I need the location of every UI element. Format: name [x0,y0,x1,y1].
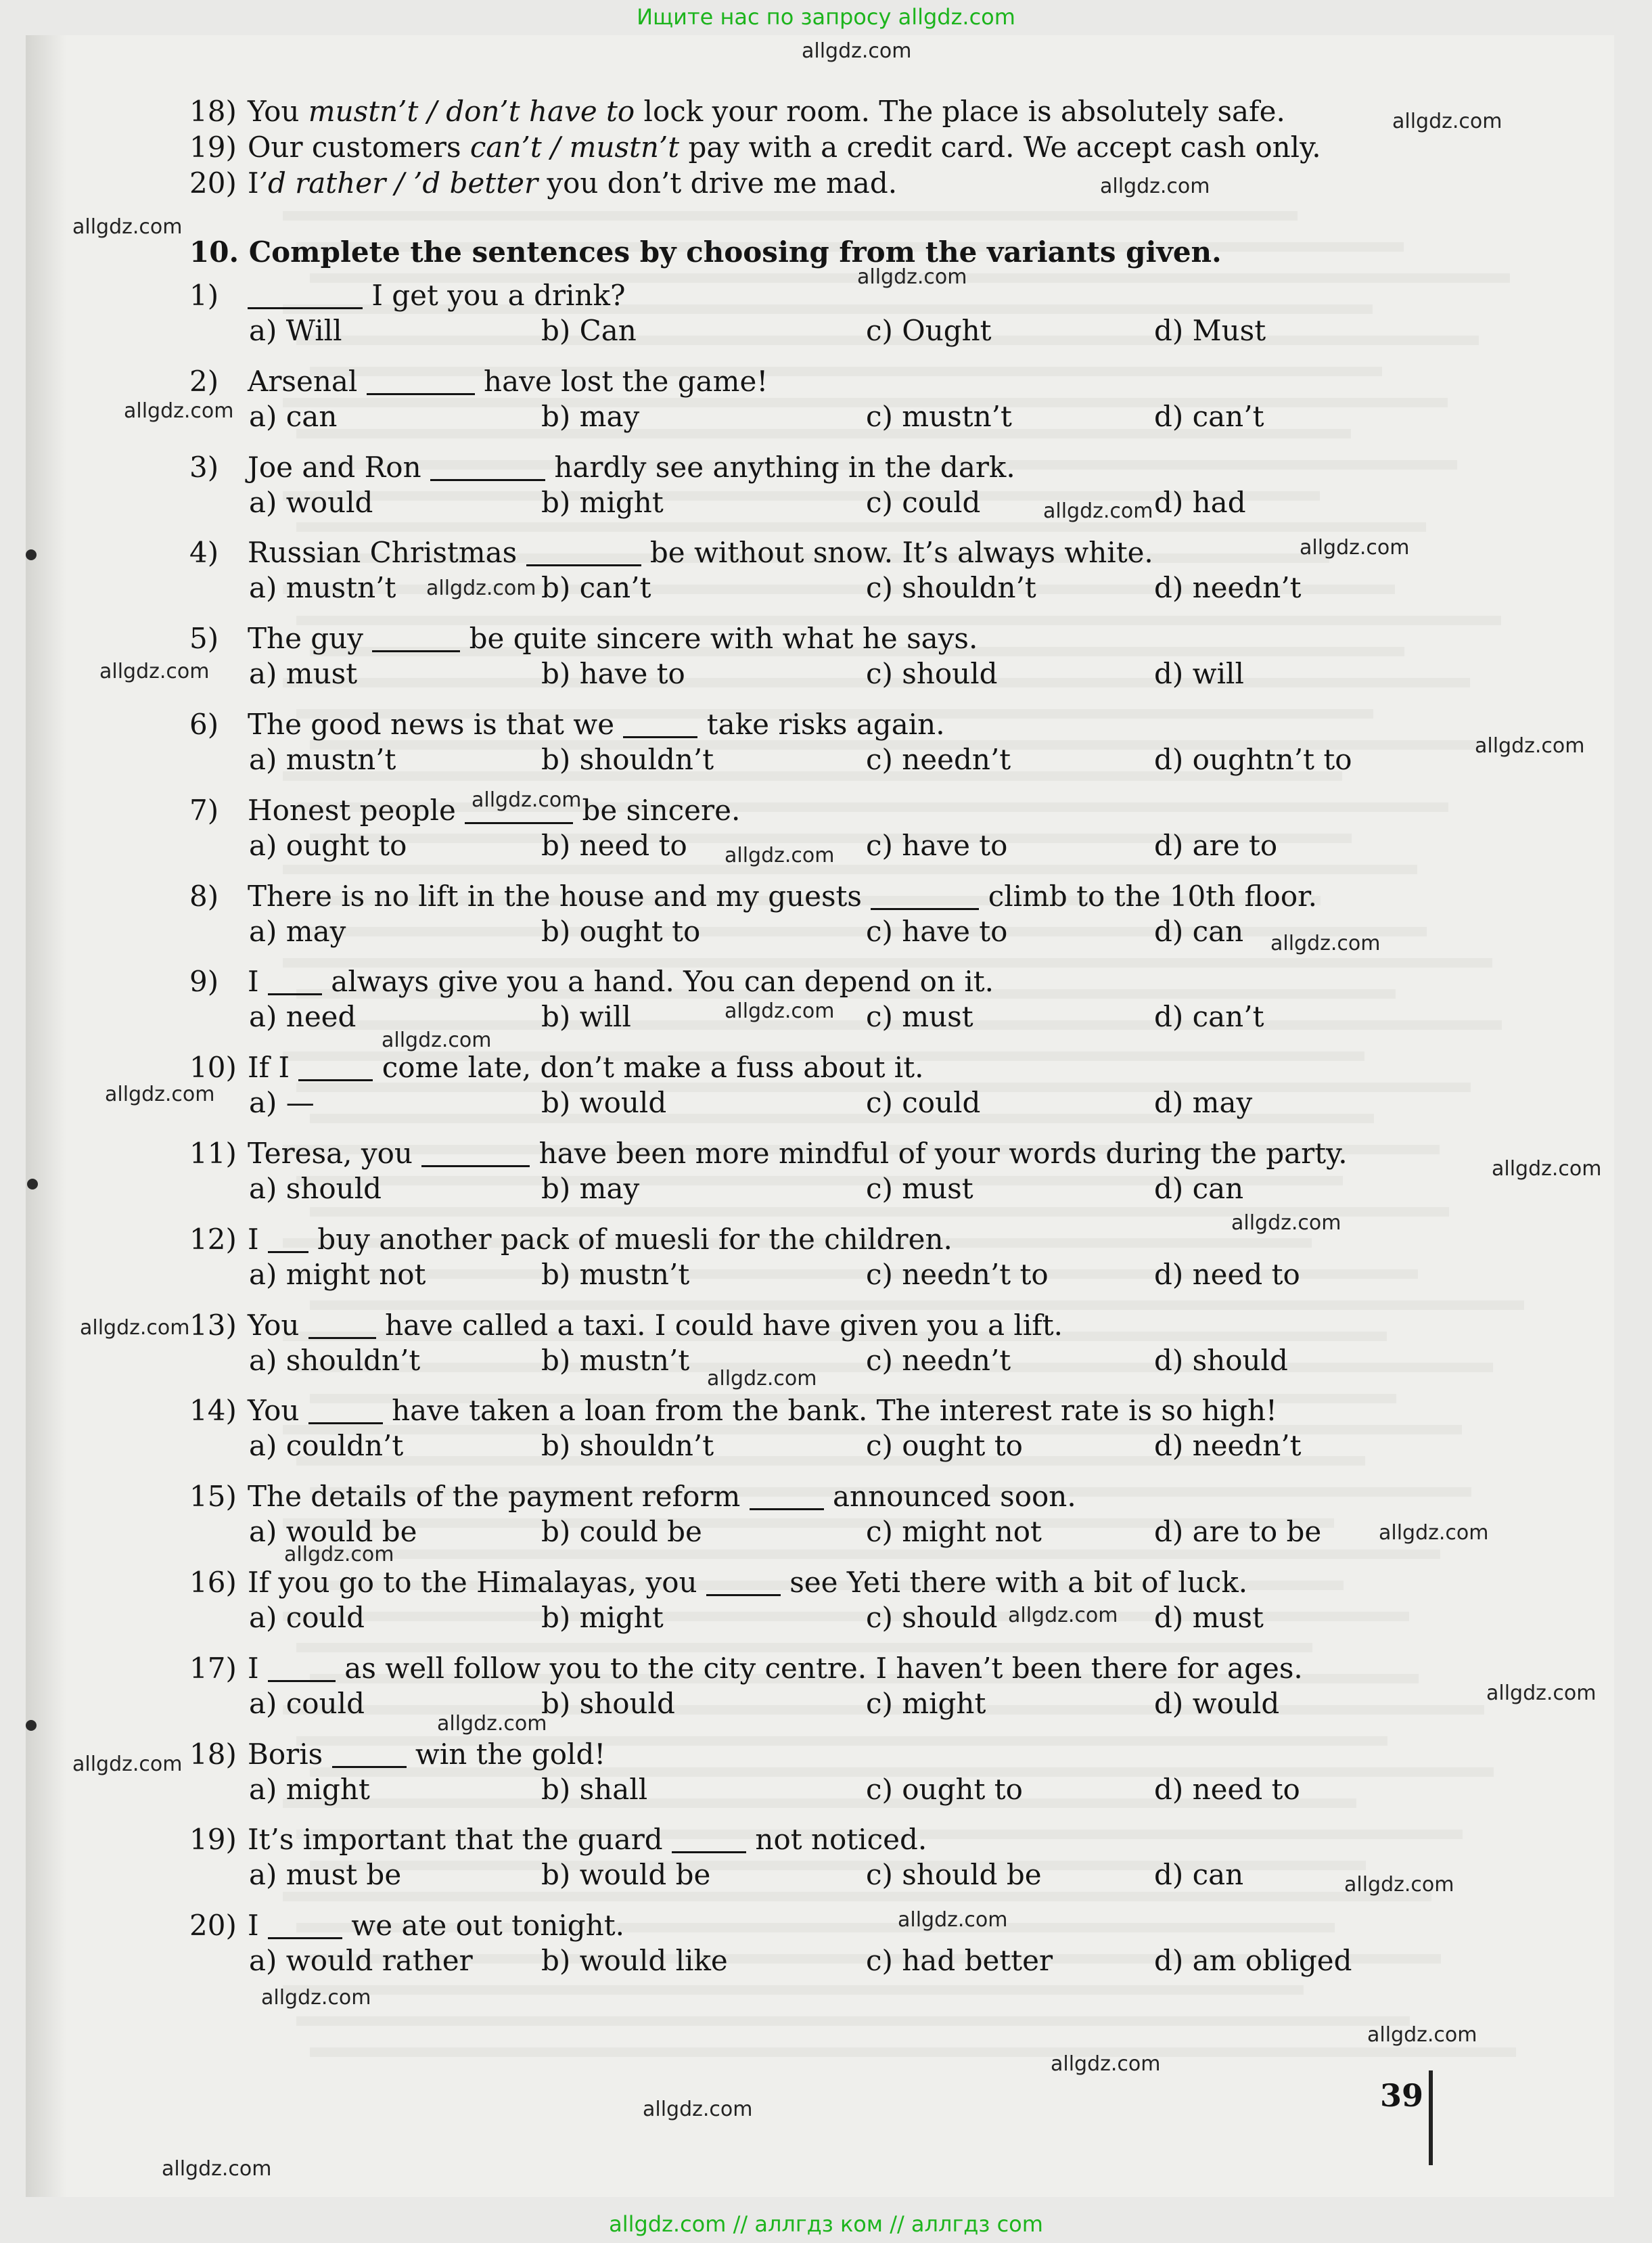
answer-option[interactable]: c) mustn’t [866,399,1012,433]
watermark-text: allgdz.com [105,1083,215,1106]
binding-hole-mark [26,549,37,560]
item-text: pay with a credit card. We accept cash only. [679,131,1321,164]
question-after: be quite sincere with what he says. [460,622,978,656]
ghost-line [283,865,1417,874]
question-number: 15) [189,1480,237,1514]
answer-option[interactable]: d) would [1154,1686,1280,1720]
item-text: You [248,95,308,128]
binding-hole-mark [26,1720,37,1731]
question-text [189,1394,1277,1427]
question-before: I [248,965,268,999]
question-after: I get you a drink? [363,279,626,312]
answer-blank[interactable] [367,365,475,395]
answer-option[interactable]: c) ought to [866,1429,1023,1463]
answer-blank[interactable] [421,1137,530,1167]
question-text [189,794,740,827]
answer-blank[interactable] [308,1394,383,1424]
answer-blank[interactable] [332,1738,407,1768]
answer-option[interactable]: a) shouldn’t [249,1343,421,1377]
question-after: take risks again. [697,708,945,741]
question-number: 17) [189,1651,237,1685]
answer-option[interactable]: c) shouldn’t [866,571,1036,605]
answer-option[interactable]: d) can’t [1154,399,1264,433]
answer-option[interactable]: c) could [866,485,981,519]
question-after: buy another pack of muesli for the children. [308,1222,953,1256]
question-before: I [248,1222,268,1256]
question-before: If I [248,1051,299,1085]
answer-option[interactable]: d) should [1154,1343,1288,1377]
answer-option[interactable]: a) ought to [249,828,407,862]
question-after: hardly see anything in the dark. [545,450,1015,484]
answer-option[interactable]: d) must [1154,1601,1264,1634]
answer-option[interactable]: d) can [1154,1858,1244,1892]
question-before: It’s important that the guard [248,1823,672,1857]
answer-option[interactable]: a) would be [249,1515,417,1549]
answer-option[interactable]: c) should be [866,1858,1042,1892]
page-number: 39 [1380,2077,1424,2114]
question-number: 11) [189,1137,237,1170]
question-text [189,965,994,998]
question-before: The details of the payment reform [248,1480,750,1514]
watermark-text: allgdz.com [1475,734,1585,758]
answer-option[interactable]: d) can [1154,1172,1244,1205]
item-text: Our customers [248,131,470,164]
ghost-line [296,1549,1440,1559]
watermark-text: allgdz.com [643,2098,753,2121]
question-number: 14) [189,1394,237,1428]
watermark-text: allgdz.com [284,1543,394,1566]
question-after: as well follow you to the city centre. I haven’t been there for ages. [335,1651,1303,1685]
answer-option[interactable]: b) would like [541,1944,728,1978]
question-number: 7) [189,793,219,827]
watermark-text: allgdz.com [707,1367,817,1390]
answer-blank[interactable] [706,1566,781,1596]
answer-blank[interactable] [871,880,979,910]
answer-option[interactable]: c) needn’t to [866,1257,1049,1291]
answer-blank[interactable] [430,451,545,481]
question-before: Arsenal [248,364,367,398]
binding-hole-mark [27,1179,38,1190]
watermark-text: allgdz.com [1270,932,1381,955]
question-text [189,1309,1063,1342]
watermark-text: allgdz.com [72,1752,183,1776]
top-banner[interactable]: Ищите нас по запросу allgdz.com [637,4,1015,30]
question-text [189,1652,1303,1685]
question-number: 4) [189,536,219,570]
question-number: 12) [189,1222,237,1256]
answer-option[interactable]: a) — [249,1086,315,1120]
item-choice: ’d rather / ’d better [258,166,538,200]
answer-option[interactable]: b) may [541,1172,640,1205]
question-before: If you go to the Himalayas, you [248,1566,706,1599]
watermark-text: allgdz.com [80,1316,190,1340]
prev-item [189,131,1321,164]
question-number: 9) [189,965,219,999]
answer-option[interactable]: b) could be [541,1515,702,1549]
page-spine-shadow [26,35,66,2197]
ghost-line [296,522,1426,532]
answer-option[interactable]: a) may [249,914,346,948]
item-number: 18) [189,95,237,128]
watermark-text: allgdz.com [725,999,835,1023]
question-before: Joe and Ron [248,450,430,484]
answer-option[interactable]: c) might not [866,1515,1042,1549]
watermark-text: allgdz.com [162,2157,272,2181]
question-after: climb to the 10th floor. [979,879,1317,913]
answer-option[interactable]: c) must [866,1172,973,1205]
question-text [189,365,768,398]
question-text [189,1909,624,1942]
question-number: 18) [189,1737,237,1771]
question-after: we ate out tonight. [342,1909,624,1943]
answer-option[interactable]: a) couldn’t [249,1429,404,1463]
answer-option[interactable]: c) should [866,1601,998,1634]
answer-option[interactable]: a) can [249,399,338,433]
watermark-text: allgdz.com [437,1712,547,1736]
answer-option[interactable]: a) might [249,1772,370,1806]
answer-blank[interactable] [268,1223,308,1253]
watermark-text: allgdz.com [472,788,582,812]
question-text [189,1051,923,1084]
question-before: There is no lift in the house and my guests [248,879,871,913]
answer-option[interactable]: d) will [1154,657,1244,691]
question-text [189,1566,1247,1599]
watermark-text: allgdz.com [261,1986,371,2010]
item-text: I [248,166,259,200]
answer-option[interactable]: b) mustn’t [541,1257,690,1291]
watermark-text: allgdz.com [1051,2052,1161,2076]
answer-option[interactable]: d) are to be [1154,1515,1322,1549]
question-after: be without snow. It’s always white. [641,536,1153,570]
answer-blank[interactable] [268,965,322,995]
answer-option[interactable]: d) am obliged [1154,1944,1352,1978]
question-text [189,622,978,655]
answer-option[interactable]: a) must be [249,1858,402,1892]
question-before: You [248,1308,308,1342]
question-text [189,708,945,741]
question-after: win the gold! [406,1737,606,1771]
answer-option[interactable]: c) have to [866,914,1008,948]
question-before: Russian Christmas [248,536,526,570]
watermark-text: allgdz.com [1043,499,1153,523]
item-choice: can’t / mustn’t [469,131,680,164]
answer-option[interactable]: b) Can [541,314,637,347]
question-text [189,1223,953,1256]
ghost-line [310,2047,1516,2057]
answer-option[interactable]: b) ought to [541,914,701,948]
question-before: I [248,1909,268,1943]
question-number: 13) [189,1308,237,1342]
question-number: 3) [189,450,219,484]
answer-option[interactable]: b) shouldn’t [541,743,714,776]
question-after: announced soon. [823,1480,1076,1514]
question-number: 5) [189,622,219,656]
answer-blank[interactable] [372,622,460,652]
question-before: The guy [248,622,373,656]
answer-option[interactable]: c) might [866,1686,986,1720]
question-number: 19) [189,1823,237,1857]
question-after: be sincere. [573,793,741,827]
prev-item [189,166,897,200]
watermark-text: allgdz.com [1379,1521,1489,1545]
question-text [189,1137,1348,1170]
item-number: 20) [189,166,237,200]
answer-blank[interactable] [672,1823,746,1853]
answer-option[interactable]: b) can’t [541,571,651,605]
answer-option[interactable]: a) mustn’t [249,743,396,776]
watermark-text: allgdz.com [802,39,912,63]
item-text: lock your room. The place is absolutely safe. [635,95,1285,128]
answer-blank[interactable] [268,1909,342,1939]
item-number: 19) [189,131,237,164]
answer-option[interactable]: a) could [249,1601,365,1634]
question-number: 2) [189,364,219,398]
question-number: 8) [189,879,219,913]
answer-option[interactable]: b) will [541,1000,631,1034]
question-before: You [248,1394,308,1428]
answer-option[interactable]: d) need to [1154,1772,1300,1806]
watermark-text: allgdz.com [1008,1604,1118,1627]
ghost-line [283,211,1298,221]
answer-option[interactable]: c) Ought [866,314,992,347]
answer-option[interactable]: d) may [1154,1086,1253,1120]
question-after: have been more mindful of your words during the party. [530,1137,1348,1170]
answer-blank[interactable] [308,1309,376,1339]
question-after: have taken a loan from the bank. The interest rate is so high! [382,1394,1277,1428]
answer-option[interactable]: d) are to [1154,828,1278,862]
question-before: Teresa, you [248,1137,422,1170]
answer-blank[interactable] [268,1652,336,1682]
answer-option[interactable]: d) Must [1154,314,1266,347]
answer-option[interactable]: d) oughtn’t to [1154,743,1352,776]
answer-option[interactable]: c) needn’t [866,1343,1011,1377]
watermark-text: allgdz.com [72,215,183,239]
question-after: have called a taxi. I could have given you a lift. [375,1308,1063,1342]
ghost-line [283,1985,1304,1995]
answer-blank[interactable] [623,708,697,738]
answer-option[interactable]: a) need [249,1000,357,1034]
question-text [189,880,1317,913]
watermark-text: allgdz.com [426,576,536,600]
answer-option[interactable]: a) must [249,657,358,691]
exercise-title: 10. Complete the sentences by choosing from the variants given. [189,235,1222,269]
watermark-text: allgdz.com [99,660,210,683]
answer-option[interactable]: c) must [866,1000,973,1034]
watermark-text: allgdz.com [1300,536,1410,560]
question-text [189,536,1153,569]
prev-item [189,95,1285,128]
watermark-text: allgdz.com [124,399,234,423]
answer-option[interactable]: b) might [541,1601,664,1634]
watermark-text: allgdz.com [1344,1873,1454,1897]
question-number: 16) [189,1566,237,1599]
item-text: you don’t drive me mad. [538,166,898,200]
answer-option[interactable]: a) would rather [249,1944,473,1978]
watermark-text: allgdz.com [1100,175,1210,198]
question-text [189,451,1015,484]
question-after: not noticed. [746,1823,927,1857]
answer-blank[interactable] [298,1051,373,1081]
question-text [189,1738,605,1771]
ghost-line [283,398,1448,407]
watermark-text: allgdz.com [857,265,967,289]
ghost-line [283,1892,1431,1901]
answer-option[interactable]: c) had better [866,1944,1053,1978]
answer-option[interactable]: b) would [541,1086,667,1120]
answer-option[interactable]: c) should [866,657,998,691]
question-before: Honest people [248,793,465,827]
answer-option[interactable]: a) Will [249,314,342,347]
answer-blank[interactable] [526,536,641,566]
question-before: I [248,1651,268,1685]
watermark-text: allgdz.com [1231,1211,1341,1235]
question-text [189,1823,927,1856]
question-number: 20) [189,1909,237,1943]
question-before: Boris [248,1737,332,1771]
answer-option[interactable]: a) should [249,1172,382,1205]
ghost-line [296,2016,1410,2026]
answer-option[interactable]: c) needn’t [866,743,1011,776]
answer-option[interactable]: b) mustn’t [541,1343,690,1377]
bottom-banner[interactable]: allgdz.com // аллгдз ком // аллгдз com [609,2211,1043,2237]
watermark-text: allgdz.com [898,1908,1008,1932]
question-after: come late, don’t make a fuss about it. [373,1051,924,1085]
answer-blank[interactable] [750,1480,824,1510]
answer-option[interactable]: d) can’t [1154,1000,1264,1034]
answer-option[interactable]: c) have to [866,828,1008,862]
watermark-text: allgdz.com [1486,1681,1597,1705]
item-choice: mustn’t / don’t have to [308,95,635,128]
question-after: have lost the game! [474,364,768,398]
answer-option[interactable]: b) shouldn’t [541,1429,714,1463]
watermark-text: allgdz.com [1392,110,1502,133]
question-after: see Yeti there with a bit of luck. [780,1566,1248,1599]
answer-blank[interactable] [248,279,363,309]
answer-option[interactable]: a) might not [249,1257,426,1291]
question-text [189,1480,1076,1513]
question-number: 1) [189,279,219,312]
answer-option[interactable]: b) have to [541,657,685,691]
question-after: always give you a hand. You can depend on it. [321,965,994,999]
answer-option[interactable]: d) can [1154,914,1244,948]
answer-option[interactable]: b) shall [541,1772,648,1806]
answer-option[interactable]: b) need to [541,828,687,862]
question-before: The good news is that we [248,708,624,741]
question-number: 10) [189,1051,237,1085]
page-number-rule [1429,2070,1433,2165]
answer-option[interactable]: d) need to [1154,1257,1300,1291]
answer-option[interactable]: d) needn’t [1154,571,1302,605]
question-number: 6) [189,708,219,741]
answer-option[interactable]: b) should [541,1686,675,1720]
answer-option[interactable]: c) ought to [866,1772,1023,1806]
answer-option[interactable]: c) could [866,1086,981,1120]
answer-option[interactable]: d) needn’t [1154,1429,1302,1463]
watermark-text: allgdz.com [1367,2023,1477,2047]
answer-option[interactable]: b) would be [541,1858,711,1892]
answer-option[interactable]: a) mustn’t [249,571,396,605]
question-text [189,279,625,312]
answer-option[interactable]: a) would [249,485,373,519]
answer-option[interactable]: a) could [249,1686,365,1720]
answer-option[interactable]: b) may [541,399,640,433]
answer-option[interactable]: b) might [541,485,664,519]
watermark-text: allgdz.com [1492,1157,1602,1181]
watermark-text: allgdz.com [725,844,835,867]
answer-option[interactable]: d) had [1154,485,1246,519]
watermark-text: allgdz.com [382,1028,492,1052]
